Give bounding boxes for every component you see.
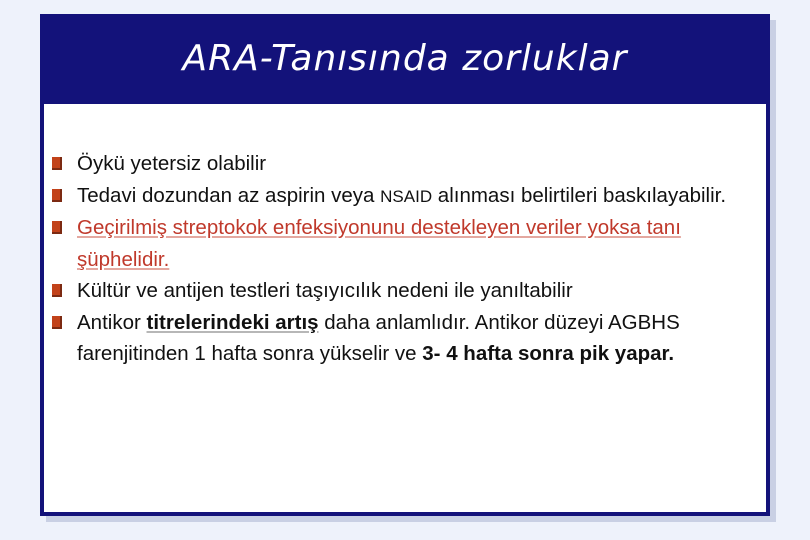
bullet-item-3 (52, 212, 752, 275)
bullet-square-icon (52, 316, 62, 329)
bullet-text: Kültür ve antijen testleri taşıyıcılık nedeni ile yanıltabilir (77, 279, 573, 302)
bullet-list (52, 148, 752, 370)
title-bar (40, 14, 770, 104)
bullet-square-icon (52, 221, 62, 234)
emphasis-text-2: 3- 4 hafta sonra pik yapar. (422, 342, 675, 365)
bullet-text: Geçirilmiş streptokok enfeksiyonunu destekleyen veriler yoksa tanı şüphelidir. (77, 216, 681, 271)
bullet-text-continued: daha anlamlıdır. Antikor düzeyi AGBHS farenjitinden 1 hafta sonra yükselir ve (77, 310, 680, 365)
bullet-item-2 (52, 180, 752, 213)
bullet-text: Öykü yetersiz olabilir (77, 152, 267, 175)
bullet-text: Tedavi dozundan az aspirin veya (77, 183, 381, 207)
bullet-square-icon (52, 189, 62, 202)
emphasis-text: titrelerindeki artış (146, 310, 319, 334)
slide-shadow-bottom (46, 516, 776, 522)
acronym-text: NSAID (380, 186, 433, 206)
bullet-square-icon (52, 284, 62, 297)
bullet-item-5 (52, 307, 752, 370)
bullet-square-icon (52, 157, 62, 170)
bullet-item-4 (52, 275, 752, 307)
bullet-text: Antikor (77, 310, 147, 334)
slide-title: ARA-Tanısında zorluklar (182, 37, 628, 79)
bullet-item-1 (52, 148, 752, 180)
slide-shadow-right (770, 20, 776, 522)
bullet-text-continued: alınması belirtileri baskılayabilir. (432, 183, 727, 207)
